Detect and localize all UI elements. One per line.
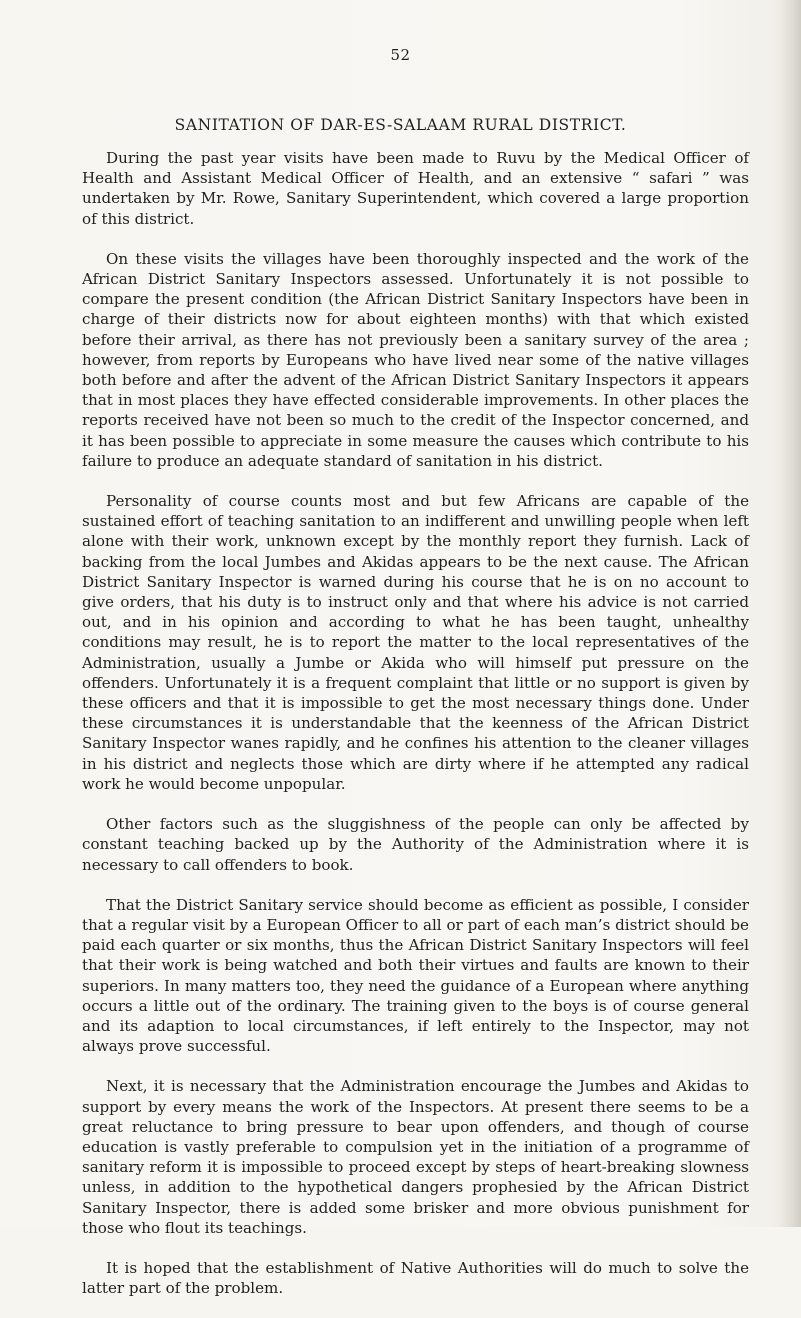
paragraph-6: Next, it is necessary that the Administration encourage the Jumbes and Akidas to support by every means the work of the Inspectors. At present there seems to be a great reluctance to bring pressure to bear upon offenders, and though of course education is vastly preferable to compulsion yet in the initiation of a programme of sanitary reform it is impossible to proceed except by steps of heart-breaking slowness unless, in addition to the hypothetical dangers prophesied by the African District Sanitary Inspector, there is added some brisker and more obvious punishment for those who flout its teachings.	[82, 1077, 749, 1237]
paragraph-3: Personality of course counts most and but few Africans are capable of the sustained effort of teaching sanitation to an indifferent and unwilling people when left alone with their work, unknown except by the monthly report they furnish. Lack of backing from the local Jumbes and Akidas appears to be the next cause. The African District Sanitary Inspector is warned during his course that he is on no account to give orders, that his duty is to instruct only and that where his advice is not carried out, and in his opinion and according to what he has been taught, unhealthy conditions may result, he is to report the matter to the local representatives of the Administration, usually a Jumbe or Akida who will himself put pressure on the offenders. Unfortunately it is a frequent complaint that little or no support is given by these officers and that it is impossible to get the most necessary things done. Under these circumstances it is understandable that the keenness of the African District Sanitary Inspector wanes rapidly, and he confines his attention to the cleaner villages in his district and neglects those which are dirty where if he attempted any radical work he would become unpopular.	[82, 492, 749, 793]
page-edge-shadow	[779, 0, 801, 1227]
page-number: 52	[390, 46, 411, 64]
body-text	[82, 148, 749, 1318]
paragraph-7: It is hoped that the establishment of Native Authorities will do much to solve the latter part of the problem.	[82, 1258, 749, 1298]
section-title: SANITATION OF DAR-ES-SALAAM RURAL DISTRICT.	[174, 116, 627, 134]
paragraph-5: That the District Sanitary service should become as efficient as possible, I consider that a regular visit by a European Officer to all or part of each man’s district should be paid each quarter or six months, thus the African District Sanitary Inspectors will feel that their work is being watched and both their virtues and faults are known to their superiors. In many matters too, they need the guidance of a European where anything occurs a little out of the ordinary. The training given to the boys is of course general and its adaption to local circumstances, if left entirely to the Inspector, may not always prove successful.	[82, 895, 749, 1056]
paragraph-1: During the past year visits have been made to Ruvu by the Medical Officer of Health and Assistant Medical Officer of Health, and an extensive “ safari ” was undertaken by Mr. Rowe, Sanitary Superintendent, which covered a large proportion of this district.	[82, 149, 749, 228]
paragraph-4: Other factors such as the sluggishness of the people can only be affected by constant teaching backed up by the Authority of the Administration where it is necessary to call offenders to book.	[82, 815, 749, 874]
paragraph-2: On these visits the villages have been thoroughly inspected and the work of the African District Sanitary Inspectors assessed. Unfortunately it is not possible to compare the present condition (the African District Sanitary Inspectors have been in charge of their districts now for about eighteen months) with that which existed before their arrival, as there has not previously been a sanitary survey of the area ; however, from reports by Europeans who have lived near some of the native villages both before and after the advent of the African District Sanitary Inspectors it appears that in most places they have effected considerable improvements. In other places the reports received have not been so much to the credit of the Inspector concerned, and it has been possible to appreciate in some measure the causes which contribute to his failure to produce an adequate standard of sanitation in his district.	[82, 249, 749, 470]
